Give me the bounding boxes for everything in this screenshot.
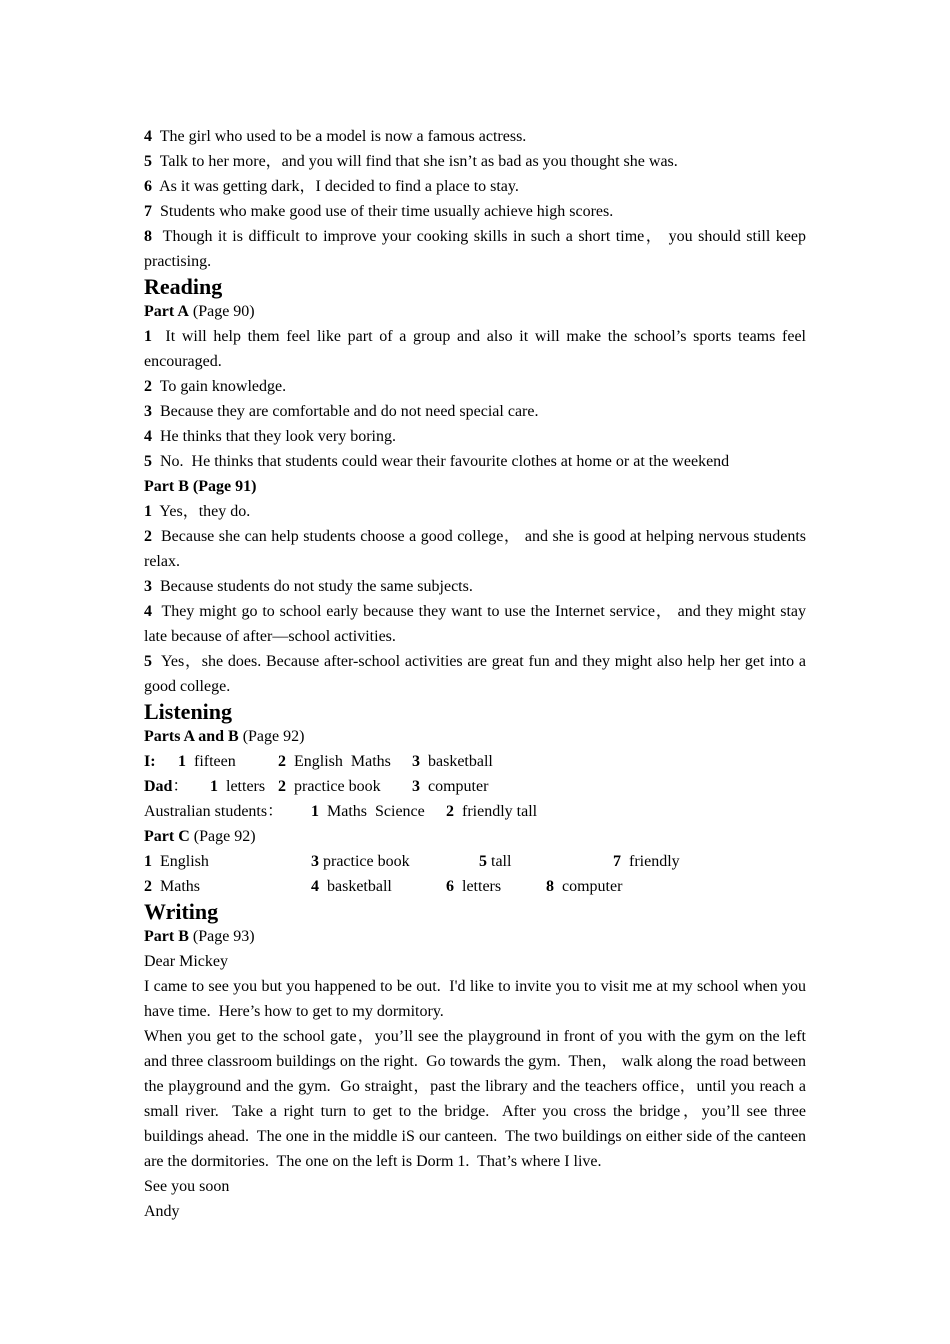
answer-item: 8 Though it is difficult to improve your cooking skills in such a short time， you should still keep practising. <box>144 228 810 270</box>
answer-item: 4 He thinks that they look very boring. <box>144 428 396 445</box>
part-b-label: Part B (Page 91) <box>144 478 257 495</box>
writing-part-b-label: Part B (Page 93) <box>144 928 255 945</box>
document-page <box>144 124 811 1224</box>
answer-item: 3 Because students do not study the same subjects. <box>144 578 473 595</box>
listening-row-australian: Australian students： 1 Maths Science 2 friendly tall <box>144 803 538 820</box>
letter-closing: See you soon <box>144 1178 230 1195</box>
listening-row-dad: Dad： 1 letters 2 practice book 3 computer <box>144 778 489 795</box>
answer-item: 2 To gain knowledge. <box>144 378 287 395</box>
letter-salutation: Dear Mickey <box>144 953 228 970</box>
parts-ab-label: Parts A and B (Page 92) <box>144 728 305 745</box>
section-heading-listening: Listening <box>144 699 233 724</box>
answer-item: 7 Students who make good use of their time usually achieve high scores. <box>144 203 614 220</box>
answer-item: 2 Because she can help students choose a good college， and she is good at helping nervous students relax. <box>144 528 810 570</box>
answer-item: 5 No. He thinks that students could wear their favourite clothes at home or at the weekend <box>144 453 730 470</box>
section-heading-writing: Writing <box>144 899 219 924</box>
answer-item: 5 Yes，she does. Because after-school activities are great fun and they might also help her get into a good college. <box>144 653 810 695</box>
answer-item: 4 They might go to school early because they want to use the Internet service， and they might stay late because of after—school activities. <box>144 603 811 645</box>
part-c-row: 1 English 3 practice book 5 tall 7 friendly <box>144 853 680 870</box>
section-heading-reading: Reading <box>144 274 223 299</box>
answer-item: 1 It will help them feel like part of a group and also it will make the school’s sports teams feel encouraged. <box>144 328 810 370</box>
answer-item: 5 Talk to her more，and you will find that she isn’t as bad as you thought she was. <box>144 153 678 170</box>
part-c-label: Part C (Page 92) <box>144 828 256 845</box>
answer-item: 4 The girl who used to be a model is now a famous actress. <box>144 128 527 145</box>
answer-item: 6 As it was getting dark，I decided to find a place to stay. <box>144 178 519 195</box>
part-c-row: 2 Maths 4 basketball 6 letters 8 computer <box>144 878 623 895</box>
answer-item: 3 Because they are comfortable and do not need special care. <box>144 403 539 420</box>
part-a-label: Part A (Page 90) <box>144 303 255 320</box>
letter-paragraph: When you get to the school gate，you’ll see the playground in front of you with the gym on the left and three classroom buildings on the right. Go towards the gym. Then， walk along the road between the playground and the gym. Go straight，past the library and the teachers office，until you reach a small river. Take a right turn to get to the bridge. After you cross the bridge，you’ll see three buildings ahead. The one in the middle iS our canteen. The two buildings on either side of the canteen are the dormitories. The one on the left is Dorm 1. That’s where I live. <box>144 1028 811 1170</box>
listening-row-i: I: 1 fifteen 2 English Maths 3 basketball <box>144 753 493 770</box>
letter-signature: Andy <box>144 1203 180 1220</box>
letter-paragraph: I came to see you but you happened to be out. I'd like to invite you to visit me at my school when you have time. Here’s how to get to my dormitory. <box>144 978 810 1020</box>
answer-item: 1 Yes，they do. <box>144 503 251 520</box>
